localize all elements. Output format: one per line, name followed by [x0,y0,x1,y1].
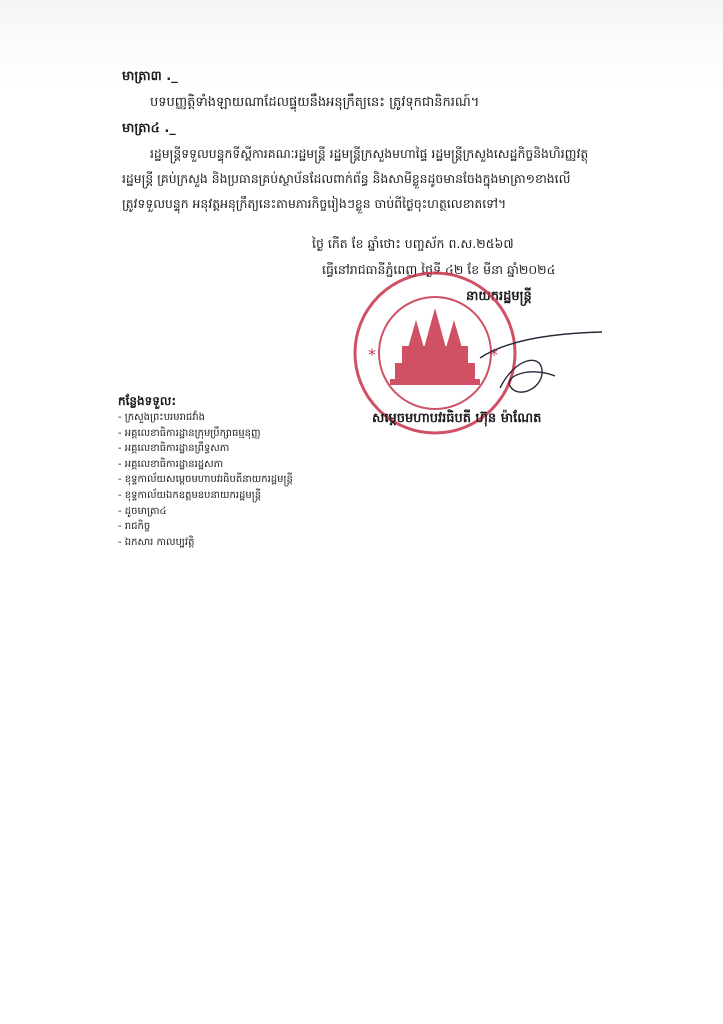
article-3-heading: មាត្រា៣ ._ [122,69,178,84]
seal-star-right: * [490,345,498,364]
article-4-line-2: រដ្ឋមន្ត្រី គ្រប់ក្រសួង និងប្រធានគ្រប់ស្ថាប័នដែលពាក់ព័ន្ធ និងសាមីខ្លួនដូចមានចែងក្នុងមាត្រា១ខាងលើ [122,171,571,186]
signatory-title: នាយករដ្ឋមន្ត្រី [466,289,532,304]
recipient-item: - អគ្គលេខាធិការដ្ឋានរដ្ឋសភា [118,458,224,470]
article-4-line-1: រដ្ឋមន្ត្រីទទួលបន្ទុកទីស្តីការគណៈរដ្ឋមន្ត្រី រដ្ឋមន្ត្រីក្រសួងមហាផ្ទៃ រដ្ឋមន្ត្រីក្រសួងសេដ្ឋកិច្ចនិងហិរញ្ញវត្ថុ [150,146,589,161]
article-4-line-3: ត្រូវទទួលបន្ទុក អនុវត្តអនុក្រឹត្យនេះតាមភារកិច្ចរៀងៗខ្លួន ចាប់ពីថ្ងៃចុះហត្ថលេខាតទៅ។ [122,196,507,211]
recipients-list [118,410,293,550]
seal-star-left: * [368,345,376,364]
recipient-item: - អគ្គលេខាធិការដ្ឋានក្រុមប្រឹក្សាធម្មនុញ្ញ [118,427,261,439]
recipient-item: - ក្រសួងព្រះបរមរាជវាំង [118,412,205,423]
handwritten-signature [470,318,610,408]
solar-date: ធ្វើនៅរាជធានីភ្នំពេញ ថ្ងៃទី ៤២ ខែ មីនា ឆ្នាំ២០២៤ [322,262,556,277]
recipient-item: - ខុទ្ទកាល័យឯកឧត្តមឧបនាយករដ្ឋមន្ត្រី [118,489,262,501]
recipient-item: - ខុទ្ទកាល័យសម្តេចមហាបវរធិបតីនាយករដ្ឋមន្ត្រី [118,474,293,486]
article-3-text: បទបញ្ញត្តិទាំងឡាយណាដែលផ្ទុយនឹងអនុក្រឹត្យនេះ ត្រូវទុកជានិករណ៍។ [150,95,480,110]
angkor-temple-icon [390,308,480,385]
recipient-item: - ដូចមាត្រា៤ [118,505,167,517]
recipient-item: - រាជកិច្ច [118,521,151,533]
recipient-item: - ឯកសារ កាលប្បវត្តិ [118,536,195,548]
signatory-name: សម្តេចមហាបវរធិបតី ហ៊ុន ម៉ាណែត [372,411,542,426]
recipients-heading: កន្លែងទទួល: [118,394,177,408]
article-4-heading: មាត្រា៤ ._ [122,121,176,136]
lunar-date: ថ្ងៃ កើត ខែ ឆ្នាំថោះ បញ្ចស័ក ព.ស.២៥៦៧ [312,236,514,251]
recipient-item: - អគ្គលេខាធិការដ្ឋានព្រឹទ្ធសភា [118,443,230,455]
